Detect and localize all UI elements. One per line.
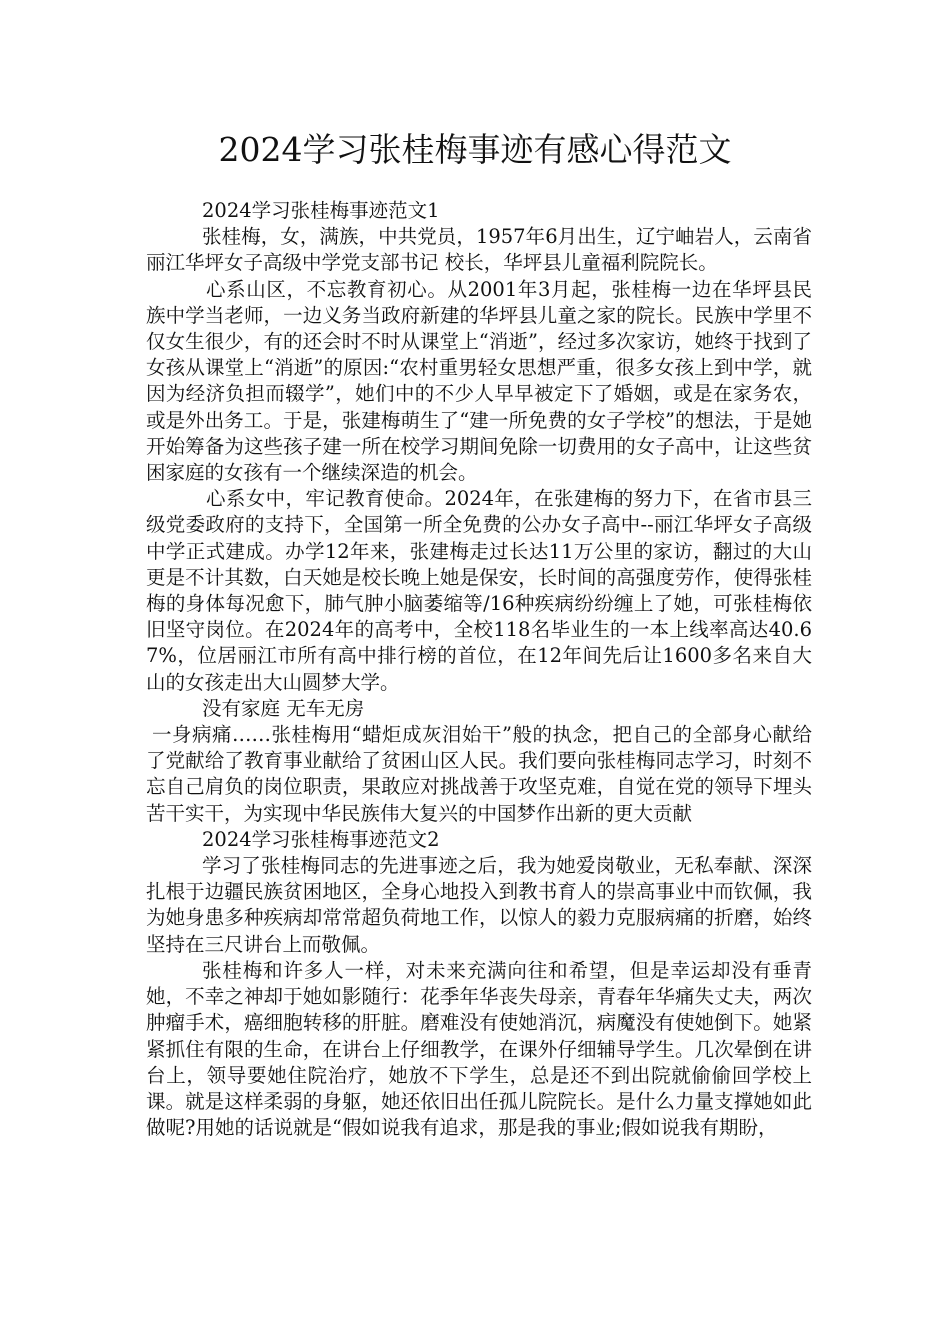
paragraph-illness: 一身病痛……张桂梅用“蜡炬成灰泪始干”般的执念，把自己的全部身心献给了党献给了教育事业献给了贫困山区人民。我们要向张桂梅同志学习，时刻不忘自己肩负的岗位职责，果敢应对挑战善于攻坚克难，自觉在党的领导下埋头苦干实干，为实现中华民族伟大复兴的中国梦作出新的更大贡献 xyxy=(146,723,812,825)
paragraph-mountain: 心系山区，不忘教育初心。从2001年3月起，张桂梅一边在华坪县民族中学当老师，一边义务当政府新建的华坪县儿童之家的院长。民族中学里不仅女生很少，有的还会时不时从课堂上“消逝”，经过多次家访，她终于找到了女孩从课堂上“消逝”的原因:“农村重男轻女思想严重，很多女孩上到中学，就因为经济负担而辍学”，她们中的不少人早早被定下了婚姻，或是在家务农，或是外出务工。于是，张建梅萌生了“建一所免费的女子学校”的想法，于是她开始筹备为这些孩子建一所在校学习期间免除一切费用的女子高中，让这些贫困家庭的女孩有一个继续深造的机会。 xyxy=(146,277,812,485)
paragraph-intro: 张桂梅，女，满族，中共党员，1957年6月出生，辽宁岫岩人，云南省丽江华坪女子高级中学党支部书记 校长，华坪县儿童福利院院长。 xyxy=(146,225,812,275)
paragraph-misfortune: 张桂梅和许多人一样，对未来充满向往和希望，但是幸运却没有垂青她，不幸之神却于她如影随行：花季年华丧失母亲，青春年华痛失丈夫，两次肿瘤手术，癌细胞转移的肝脏。磨难没有使她消沉，病魔没有使她倒下。她紧紧抓住有限的生命，在讲台上仔细教学，在课外仔细辅导学生。几次晕倒在讲台上，领导要她住院治疗，她放不下学生，总是还不到出院就偷偷回学校上课。就是这样柔弱的身躯，她还依旧出任孤儿院院长。是什么力量支撑她如此做呢?用她的话说就是“假如说我有追求，那是我的事业;假如说我有期盼， xyxy=(146,958,812,1140)
section-heading-2: 2024学习张桂梅事迹范文2 xyxy=(202,827,440,851)
paragraph-girls-school: 心系女中，牢记教育使命。2024年，在张建梅的努力下，在省市县三级党委政府的支持下，全国第一所全免费的公办女子高中--丽江华坪女子高级中学正式建成。办学12年来，张建梅走过长达11万公里的家访，翻过的大山更是不计其数，白天她是校长晚上她是保安，长时间的高强度劳作，使得张桂梅的身体每况愈下，肺气肿小脑萎缩等/16种疾病纷纷缠上了她，可张桂梅依旧坚守岗位。在2024年的高考中，全校118名毕业生的一本上线率高达40.67%，位居丽江市所有高中排行榜的首位，在12年间先后让1600多名来自大山的女孩走出大山圆梦大学。 xyxy=(146,487,812,694)
paragraph-no-family: 没有家庭 无车无房 xyxy=(202,696,365,720)
section-heading-1: 2024学习张桂梅事迹范文1 xyxy=(202,199,440,222)
paragraph-admiration: 学习了张桂梅同志的先进事迹之后，我为她爱岗敬业，无私奉献、深深扎根于边疆民族贫困地区，全身心地投入到教书育人的崇高事业中而钦佩，我为她身患多种疾病却常常超负荷地工作，以惊人的毅力克服病痛的折磨，始终坚持在三尺讲台上而敬佩。 xyxy=(146,854,812,956)
document-title: 2024学习张桂梅事迹有感心得范文 xyxy=(218,130,732,169)
document-body xyxy=(146,198,812,1141)
